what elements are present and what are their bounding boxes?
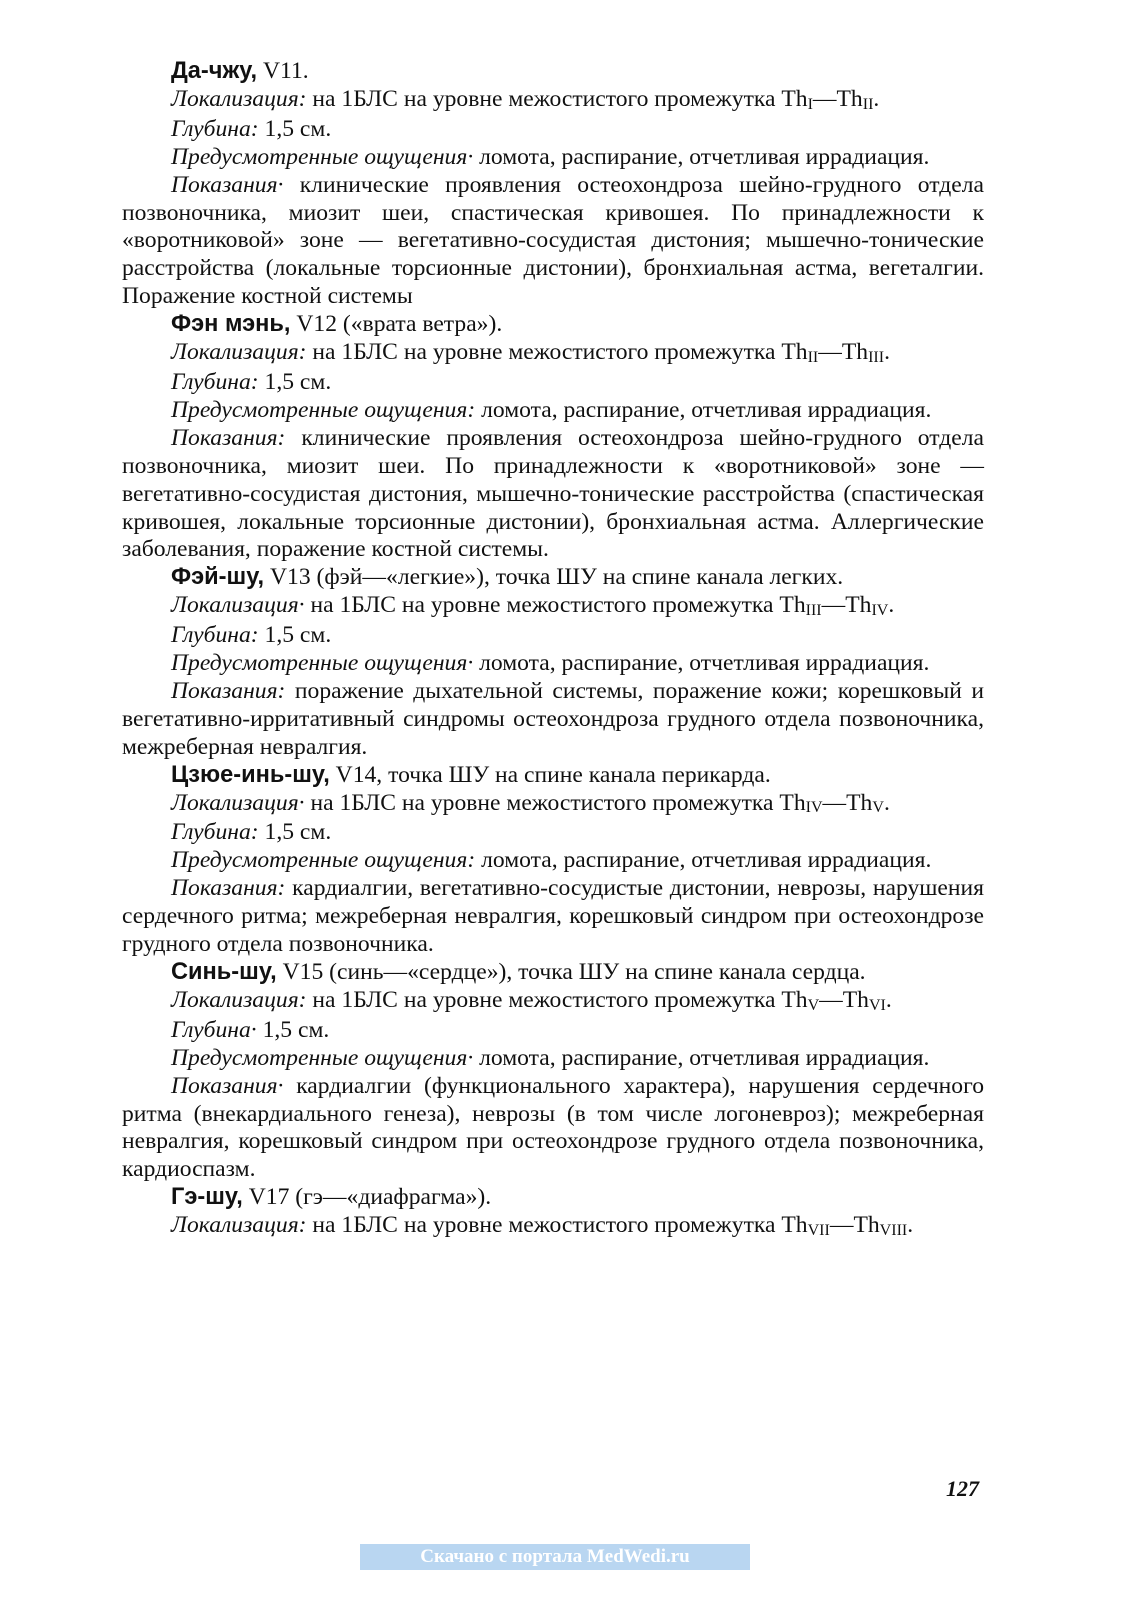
field-label: Локализация· <box>171 592 305 619</box>
entry-paragraph <box>122 650 984 678</box>
field-label: Предусмотренные ощущения· <box>171 143 474 170</box>
field-text: на 1БЛС на уровне межостистого промежутка Th <box>306 1212 808 1239</box>
subscript: IV <box>871 602 889 620</box>
entry-code: V12 («врата ветра»). <box>290 311 503 338</box>
field-label: Локализация: <box>171 339 307 366</box>
field-text: —Th <box>821 592 872 619</box>
entry-title: Фэй-шу, <box>171 564 265 591</box>
field-text: на 1БЛС на уровне межостистого промежутка Th <box>306 339 808 366</box>
field-text: 1,5 см. <box>258 622 332 649</box>
entry-title: Гэ-шу, <box>171 1184 243 1211</box>
field-label: Показания: <box>171 875 286 902</box>
entry-code: V14, точка ШУ на спине канала перикарда. <box>329 761 771 788</box>
entry-paragraph <box>122 819 984 847</box>
field-text: —Th <box>819 986 869 1013</box>
entry-paragraph <box>122 425 984 565</box>
entry-paragraph <box>122 339 984 369</box>
entry-paragraph <box>122 987 984 1017</box>
field-text: на 1БЛС на уровне межостистого промежутка Th <box>306 986 808 1013</box>
entry-paragraph <box>122 369 984 397</box>
entry-code: V11. <box>257 58 309 84</box>
field-text: ломота, распирание, отчетливая иррадиация. <box>473 1044 930 1071</box>
field-text: ломота, распирание, отчетливая иррадиация. <box>473 650 930 677</box>
entry-paragraph <box>122 1073 984 1185</box>
field-label: Предусмотренные ощущения: <box>171 396 476 423</box>
entry-code: V13 (фэй—«легкие»), точка ШУ на спине канала легких. <box>264 564 844 591</box>
field-text: клинические проявления остеохондроза шейно-грудного отдела позвоночника, миозит шеи. По принадлежности к «воротниковой» зоне — вегетативно-сосудистая дистония, мышечно-тонические расстройства (спастическая кривошея, локальные торсионные дистонии), бронхиальная астма. Аллергические заболевания, поражение костной системы. <box>122 424 984 563</box>
field-text: на 1БЛС на уровне межостистого промежутка Th <box>304 592 806 619</box>
entry-heading <box>122 564 984 592</box>
entry-code: V17 (гэ—«диафрагма»). <box>242 1184 492 1211</box>
entry-paragraph <box>122 622 984 650</box>
subscript: II <box>862 95 874 113</box>
subscript: III <box>868 348 885 366</box>
field-label: Показания· <box>171 171 284 198</box>
entry-paragraph <box>122 1017 984 1045</box>
entry-paragraph <box>122 1212 984 1242</box>
subscript: VII <box>807 1222 830 1240</box>
field-label: Предусмотренные ощущения: <box>171 847 476 874</box>
field-text: кардиалгии, вегетативно-сосудистые дистонии, неврозы, нарушения сердечного ритма; межреберная невралгия, корешковый синдром при остеохондрозе грудного отдела позвоночника. <box>122 875 984 958</box>
entry-title: Цзюе-инь-шу, <box>171 761 330 788</box>
field-text: —Th <box>812 85 863 112</box>
document-body <box>122 58 984 1242</box>
entry-title: Фэн мэнь, <box>171 311 291 338</box>
field-text: 1,5 см. <box>256 1016 330 1043</box>
entry-heading <box>122 311 984 339</box>
field-text: на 1БЛС на уровне межостистого промежутка Th <box>304 789 806 816</box>
subscript: V <box>872 799 884 817</box>
field-text: . <box>873 85 880 112</box>
field-label: Показания: <box>171 677 286 704</box>
entry-paragraph <box>122 86 984 116</box>
subscript: VIII <box>879 1222 908 1240</box>
field-label: Локализация· <box>171 789 305 816</box>
entry-heading <box>122 1184 984 1212</box>
field-label: Локализация: <box>171 85 307 112</box>
entry-heading <box>122 762 984 790</box>
entry-code: V15 (синь—«сердце»), точка ШУ на спине канала сердца. <box>276 959 866 985</box>
entry-paragraph <box>122 144 984 172</box>
field-label: Предусмотренные ощущения· <box>171 1044 474 1071</box>
field-text: . <box>883 789 890 816</box>
field-text: 1,5 см. <box>258 368 332 395</box>
entry-paragraph <box>122 875 984 959</box>
entry-paragraph <box>122 847 984 875</box>
subscript: III <box>805 602 822 620</box>
field-text: поражение дыхательной системы, поражение кожи; корешковый и вегетативно-ирритативный синдромы остеохондроза грудного отдела позвоночника, межреберная невралгия. <box>122 677 984 760</box>
entry-heading <box>122 58 984 86</box>
field-label: Предусмотренные ощущения· <box>171 650 474 677</box>
field-label: Показания· <box>171 1072 284 1099</box>
entry-paragraph <box>122 790 984 820</box>
field-text: . <box>884 339 890 366</box>
entry-paragraph <box>122 592 984 622</box>
field-text: . <box>888 592 895 619</box>
download-watermark[interactable]: Скачано с портала MedWedi.ru <box>360 1544 750 1570</box>
field-label: Локализация: <box>171 1212 307 1239</box>
entry-title: Синь-шу, <box>171 959 277 985</box>
field-label: Показания: <box>171 424 286 451</box>
field-text: —Th <box>822 789 873 816</box>
subscript: IV <box>805 799 823 817</box>
field-label: Глубина: <box>171 622 259 649</box>
subscript: II <box>807 348 819 366</box>
field-text: клинические проявления остеохондроза шейно-грудного отдела позвоночника, миозит шеи, спастическая кривошея. По принадлежности к «воротниковой» зоне — вегетативно-сосудистая дистония; мышечно-тонические расстройства (локальные торсионные дистонии), бронхиальная астма, вегеталгии. Поражение костной системы <box>122 171 984 310</box>
field-label: Глубина: <box>171 115 259 142</box>
field-text: кардиалгии (функционального характера), нарушения сердечного ритма (внекардиального генеза), неврозы (в том числе логоневроз); межреберная невралгия, корешковый синдром при остеохондрозе грудного отдела позвоночника, кардиоспазм. <box>122 1072 984 1183</box>
field-text: ломота, распирание, отчетливая иррадиация. <box>475 847 932 874</box>
page-number: 127 <box>946 1476 979 1501</box>
field-text: —Th <box>818 339 869 366</box>
field-label: Локализация: <box>171 986 307 1013</box>
field-text: 1,5 см. <box>258 819 332 846</box>
field-text: . <box>907 1212 914 1239</box>
field-text: —Th <box>829 1212 880 1239</box>
entry-paragraph <box>122 1045 984 1073</box>
subscript: VI <box>868 996 886 1014</box>
subscript: I <box>807 95 813 113</box>
entry-paragraph <box>122 397 984 425</box>
field-text: 1,5 см. <box>258 115 332 142</box>
entry-paragraph <box>122 116 984 144</box>
entry-paragraph <box>122 172 984 312</box>
entry-title: Да-чжу, <box>171 58 258 84</box>
field-label: Глубина: <box>171 368 259 395</box>
entry-heading <box>122 959 984 987</box>
field-text: ломота, распирание, отчетливая иррадиация. <box>473 143 930 170</box>
field-text: ломота, распирание, отчетливая иррадиация. <box>475 396 932 423</box>
field-label: Глубина· <box>171 1016 257 1043</box>
field-text: на 1БЛС на уровне межостистого промежутка Th <box>306 85 808 112</box>
field-label: Глубина: <box>171 819 259 846</box>
entry-paragraph <box>122 678 984 762</box>
subscript: V <box>807 996 820 1014</box>
field-text: . <box>885 986 892 1013</box>
